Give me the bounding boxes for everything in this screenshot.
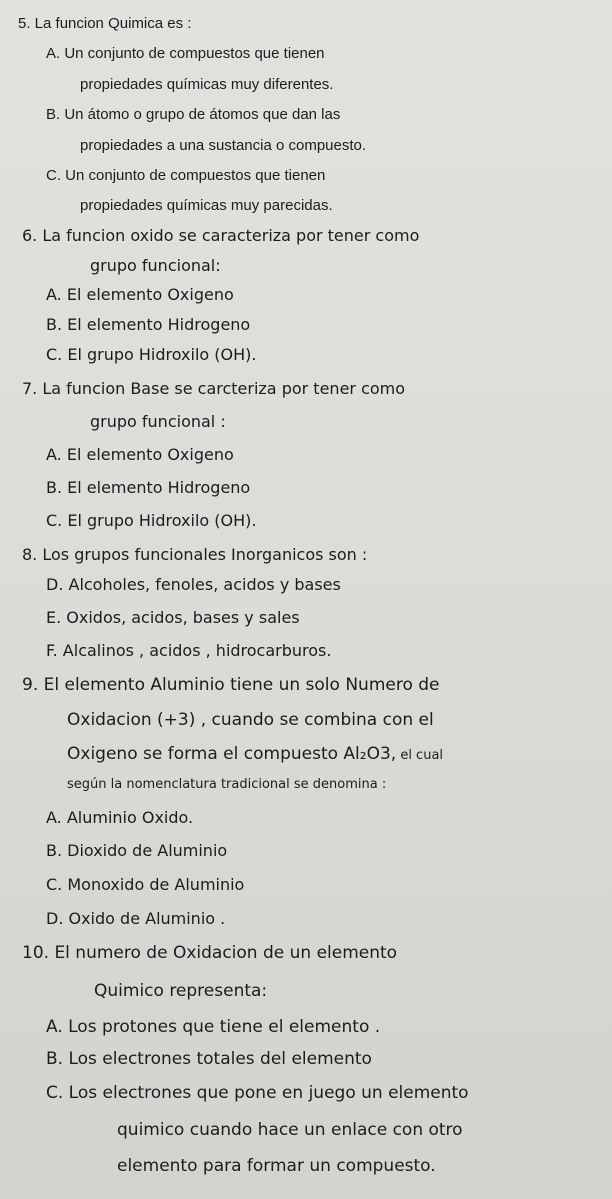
question-5-title: 5. La funcion Quimica es : — [18, 15, 192, 32]
question-10-option-b: B. Los electrones totales del elemento — [46, 1049, 372, 1069]
question-9-option-b: B. Dioxido de Aluminio — [46, 841, 228, 860]
question-10-option-c-line2: quimico cuando hace un enlace con otro — [117, 1120, 463, 1140]
question-5-option-c-line1: C. Un conjunto de compuestos que tienen — [46, 167, 326, 184]
question-6-title-line2: grupo funcional: — [90, 256, 221, 275]
question-10-title-line1: 10. El numero de Oxidacion de un elemento — [22, 943, 398, 963]
question-7-option-b: B. El elemento Hidrogeno — [46, 478, 251, 497]
question-7-option-c: C. El grupo Hidroxilo (OH). — [46, 511, 257, 530]
question-5-option-a-line1: A. Un conjunto de compuestos que tienen — [46, 45, 325, 62]
question-8-option-f: F. Alcalinos , acidos , hidrocarburos. — [46, 641, 332, 660]
question-5-option-c-line2: propiedades químicas muy parecidas. — [80, 197, 333, 214]
question-6-option-a: A. El elemento Oxigeno — [46, 285, 234, 304]
question-5-option-b-line1: B. Un átomo o grupo de átomos que dan las — [46, 106, 341, 123]
question-5-option-b-line2: propiedades a una sustancia o compuesto. — [80, 137, 367, 154]
question-9-title-line3-small: el cual — [396, 748, 444, 763]
question-6-title-line1: 6. La funcion oxido se caracteriza por tener como — [22, 226, 420, 245]
question-7-option-a: A. El elemento Oxigeno — [46, 445, 234, 464]
question-7-title-line1: 7. La funcion Base se carcteriza por tener como — [22, 379, 406, 398]
question-9-title-line2: Oxidacion (+3) , cuando se combina con el — [67, 710, 434, 730]
question-9-title-line3 — [67, 746, 443, 763]
question-6-option-c: C. El grupo Hidroxilo (OH). — [46, 345, 257, 364]
question-9-title-line4: según la nomenclatura tradicional se denomina : — [67, 777, 387, 792]
question-10-option-a: A. Los protones que tiene el elemento . — [46, 1017, 381, 1037]
question-7-title-line2: grupo funcional : — [90, 412, 226, 431]
question-8-option-d: D. Alcoholes, fenoles, acidos y bases — [46, 575, 341, 594]
question-10-option-c-line3: elemento para formar un compuesto. — [117, 1156, 436, 1176]
question-8-title: 8. Los grupos funcionales Inorganicos son : — [22, 545, 368, 564]
question-6-option-b: B. El elemento Hidrogeno — [46, 315, 251, 334]
question-9-option-d: D. Oxido de Aluminio . — [46, 909, 226, 928]
question-10-option-c-line1: C. Los electrones que pone en juego un elemento — [46, 1083, 469, 1103]
question-9-title-line1: 9. El elemento Aluminio tiene un solo Numero de — [22, 675, 440, 695]
question-9-option-a: A. Aluminio Oxido. — [46, 808, 194, 827]
question-10-title-line2: Quimico representa: — [94, 981, 268, 1001]
question-5-option-a-line2: propiedades químicas muy diferentes. — [80, 76, 334, 93]
question-8-option-e: E. Oxidos, acidos, bases y sales — [46, 608, 300, 627]
question-9-option-c: C. Monoxido de Aluminio — [46, 875, 245, 894]
question-9-title-line3-text: Oxigeno se forma el compuesto Al₂O3, — [67, 744, 397, 764]
